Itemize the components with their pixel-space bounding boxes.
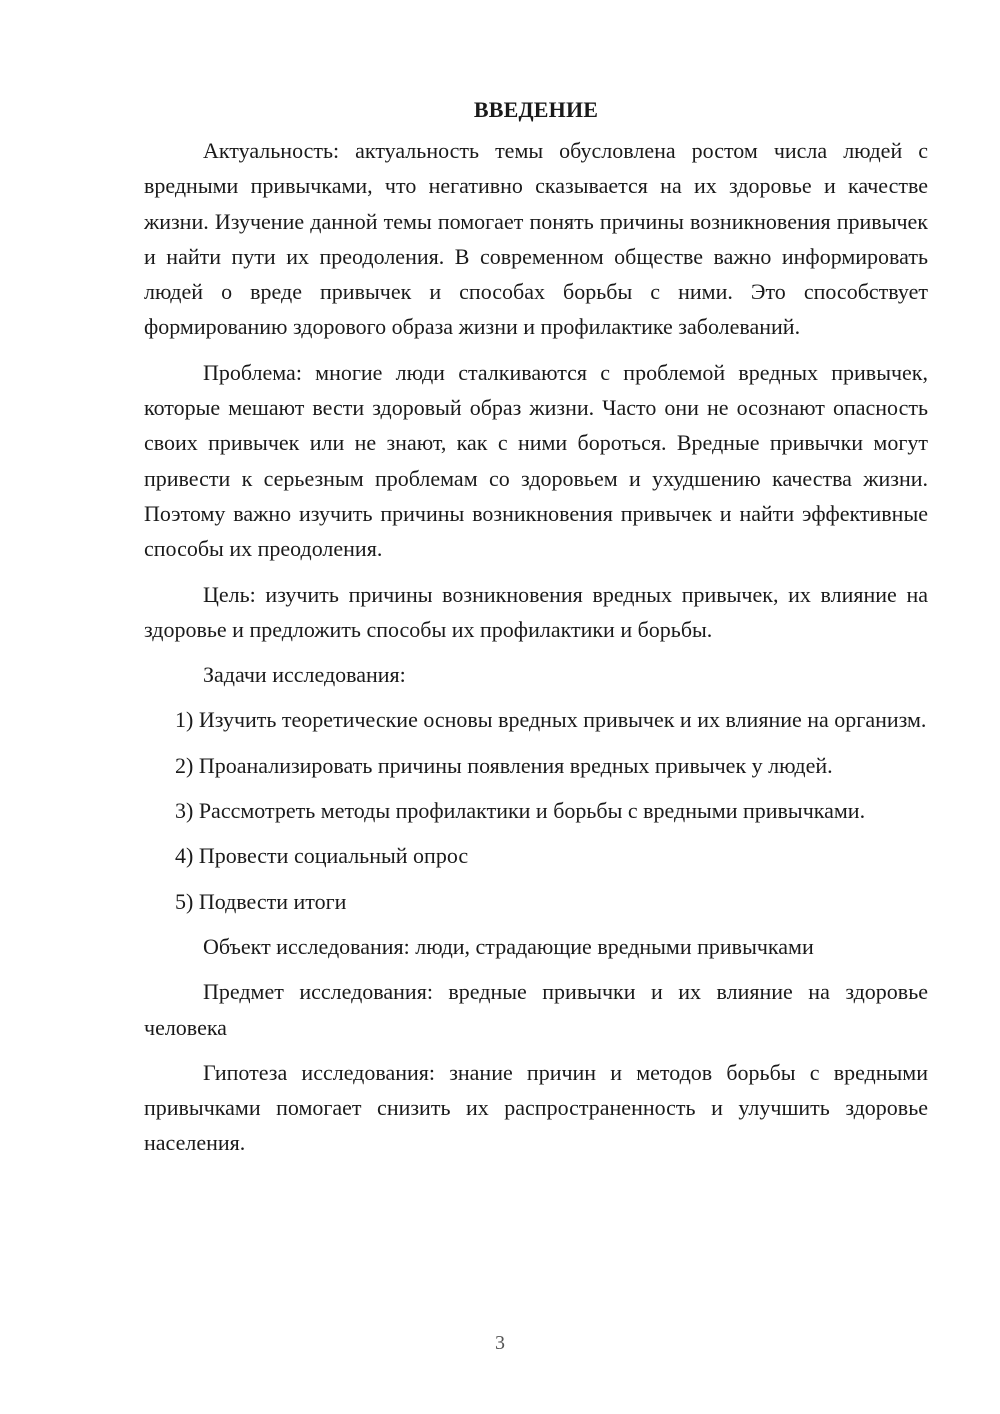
tasks-heading: Задачи исследования: [203, 662, 406, 688]
object-paragraph: Объект исследования: люди, страдающие вредными привычками [203, 933, 814, 959]
task-item: 4) Провести социальный опрос [175, 843, 469, 869]
task-item: 3) Рассмотреть методы профилактики и борьбы с вредными привычками. [175, 798, 866, 824]
problem-paragraph: Проблема: многие люди сталкиваются с проблемой вредных привычек, которые мешают вести здоровый образ жизни. Часто они не осознают опасность своих привычек или не знают, как с ними бороться. Вредные привычки могут привести к серьезным проблемам со здоровьем и ухудшению качества жизни. Поэтому важно изучить причины возникновения привычек и найти эффективные способы их преодоления. [144, 359, 928, 562]
section-title: ВВЕДЕНИЕ [473, 97, 599, 122]
goal-paragraph: Цель: изучить причины возникновения вредных привычек, их влияние на здоровье и предложить способы их профилактики и борьбы. [144, 581, 928, 642]
hypothesis-paragraph: Гипотеза исследования: знание причин и методов борьбы с вредными привычками помогает снизить их распространенность и улучшить здоровье населения. [144, 1059, 928, 1156]
task-item: 1) Изучить теоретические основы вредных привычек и их влияние на организм. [175, 707, 927, 733]
task-item: 5) Подвести итоги [175, 888, 347, 914]
page-number: 3 [495, 1332, 505, 1354]
document-page [144, 92, 928, 1171]
relevance-paragraph: Актуальность: актуальность темы обусловлена ростом числа людей с вредными привычками, что негативно сказывается на их здоровье и качестве жизни. Изучение данной темы помогает понять причины возникновения привычек и найти пути их преодоления. В современном обществе важно информировать людей о вреде привычек и способах борьбы с ними. Это способствует формированию здорового образа жизни и профилактике заболеваний. [144, 138, 928, 340]
subject-paragraph: Предмет исследования: вредные привычки и их влияние на здоровье человека [144, 979, 928, 1040]
task-item: 2) Проанализировать причины появления вредных привычек у людей. [175, 752, 833, 778]
